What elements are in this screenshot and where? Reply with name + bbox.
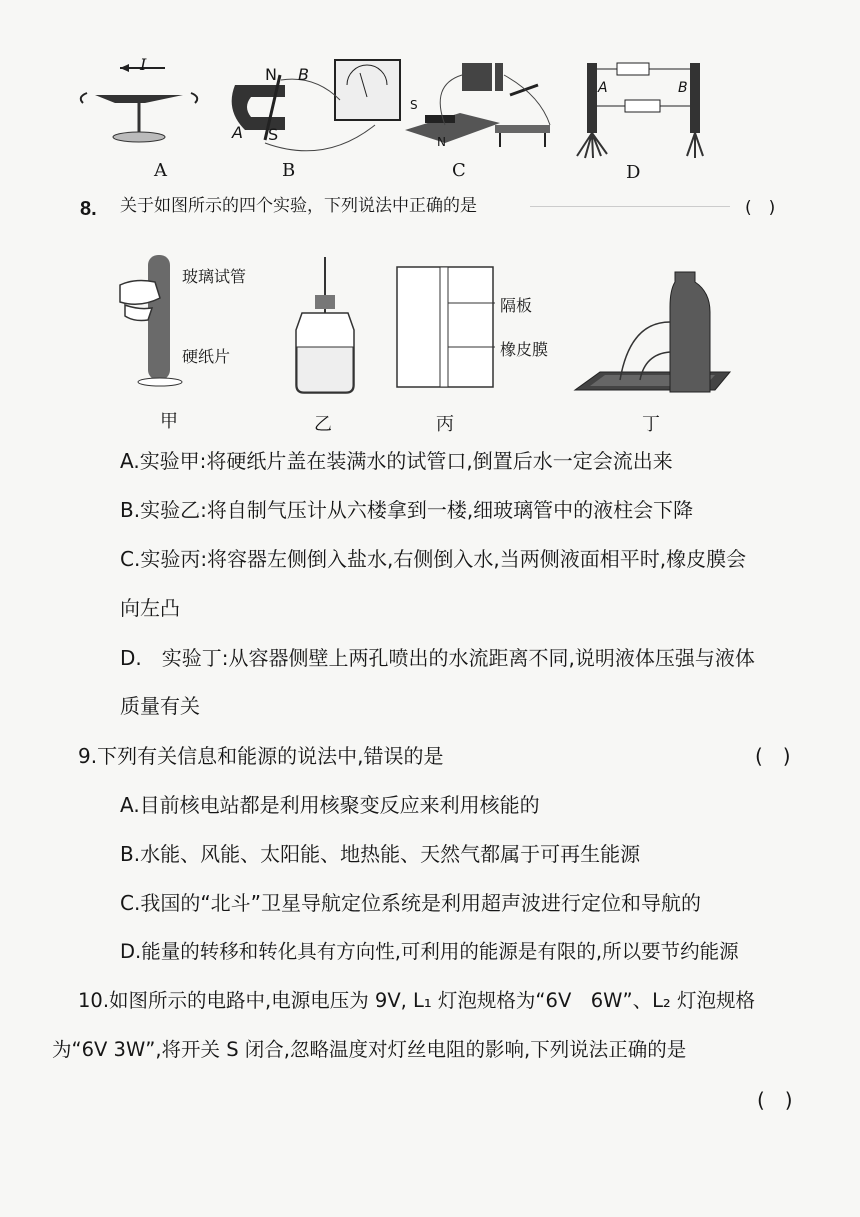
label-partition: 隔板	[500, 296, 533, 315]
figure-c-apparatus	[400, 55, 570, 160]
caption-bing: 丙	[436, 414, 454, 435]
q10-stem-line2: 为“6V 3W”,将开关 S 闭合,忽略温度对灯丝电阻的影响,下列说法正确的是	[52, 1038, 687, 1061]
figure-ding-bottle-jets	[570, 262, 730, 407]
figure-b-magnet-meter	[225, 55, 415, 160]
q9-answer-bracket: ( )	[755, 744, 791, 768]
caption-yi: 乙	[314, 414, 332, 435]
label-rubber-membrane: 橡皮膜	[500, 340, 549, 359]
q10-stem-line1: 10.如图所示的电路中,电源电压为 9V, L₁ 灯泡规格为“6V 6W”、L₂ 灯泡规格	[78, 989, 755, 1012]
figure-b-label-s: S	[268, 125, 279, 144]
q8-number: 8.	[80, 198, 97, 220]
q8-option-b: B.实验乙:将自制气压计从六楼拿到一楼,细玻璃管中的液柱会下降	[120, 498, 694, 522]
figure-c-label-n: N	[437, 135, 446, 149]
figure-yi-barometer-bottle	[290, 255, 360, 395]
caption-ding: 丁	[642, 414, 660, 435]
q9-option-c: C.我国的“北斗”卫星导航定位系统是利用超声波进行定位和导航的	[120, 891, 702, 915]
figure-c-label-s: S	[410, 98, 418, 112]
figure-caption-a: A	[154, 160, 167, 181]
caption-jia: 甲	[160, 411, 178, 432]
figure-caption-b: B	[282, 160, 296, 181]
q9-stem: 9.下列有关信息和能源的说法中,错误的是	[78, 744, 444, 768]
figure-b-label-a: A	[232, 123, 243, 142]
q8-fill-line	[530, 206, 730, 207]
label-glass-test-tube: 玻璃试管	[182, 267, 247, 286]
q9-option-b: B.水能、风能、太阳能、地热能、天然气都属于可再生能源	[120, 842, 641, 866]
q8-answer-bracket: ( )	[745, 198, 776, 218]
label-cardboard: 硬纸片	[182, 347, 231, 366]
q8-option-c-cont: 向左凸	[120, 596, 180, 620]
figure-a-current-label: I	[140, 55, 147, 74]
figure-b-label-n: N	[265, 65, 277, 84]
q9-option-d: D.能量的转移和转化具有方向性,可利用的能源是有限的,所以要节约能源	[120, 940, 739, 963]
figure-d-label-b: B	[678, 80, 688, 96]
q8-option-d: D. 实验丁:从容器侧壁上两孔喷出的水流距离不同,说明液体压强与液体	[120, 646, 755, 670]
q8-stem: 关于如图所示的四个实验，下列说法中正确的是	[120, 196, 477, 216]
figure-bing-partition-container	[395, 265, 495, 390]
q8-option-a: A.实验甲:将硬纸片盖在装满水的试管口,倒置后水一定会流出来	[120, 449, 673, 473]
q8-option-c: C.实验丙:将容器左侧倒入盐水,右侧倒入水,当两侧液面相平时,橡皮膜会	[120, 547, 747, 571]
q10-answer-bracket: ( )	[757, 1088, 793, 1112]
q9-option-a: A.目前核电站都是利用核聚变反应来利用核能的	[120, 793, 540, 817]
figure-caption-d: D	[626, 162, 641, 183]
figure-d-electromagnets	[565, 58, 725, 163]
figure-d-label-a: A	[598, 80, 608, 96]
figure-caption-c: C	[452, 160, 466, 181]
figure-b-label-b: B	[298, 65, 309, 84]
q8-option-d-cont: 质量有关	[120, 694, 200, 718]
